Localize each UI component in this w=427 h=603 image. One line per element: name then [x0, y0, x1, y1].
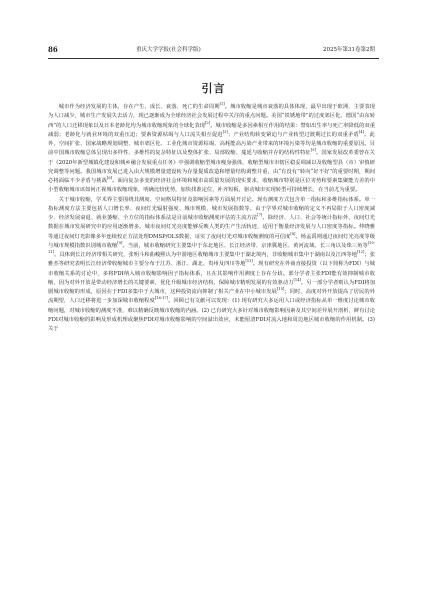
paragraph-1: [48, 103, 375, 196]
citation-ref: [13]: [245, 259, 253, 264]
running-header: [48, 44, 379, 59]
journal-name: 重庆大学学报(社会科学版): [136, 47, 201, 53]
citation-ref: [16-17]: [154, 296, 169, 301]
citation-ref: [14]: [293, 277, 301, 282]
paragraph-2: [48, 196, 375, 335]
page-number: 86: [48, 45, 58, 54]
citation-ref: [10-11]: [48, 240, 375, 255]
body-text: [48, 103, 375, 334]
text-run: ；张雅杰等研究表明长江经济带收缩城市主要分布于江苏、浙江、湖北、贵州及四川等地: [48, 252, 375, 268]
citation-ref: [5]: [310, 148, 316, 153]
text-run: 。除经济、人口、社会等统计指标外，夜间灯光数据在城市发展研究中的应用逐渐增多。城市夜间灯光亮度能够反映人类的生产生活轨迹，适用于衡量经济发展与人口密度等指标。仲晓雅等通过夜间灯光影像多年连续校正方法处理DMSP/OLS数据，证实了夜间灯光对城市收缩测度的可信度: [48, 215, 375, 240]
citation-ref: [12]: [356, 250, 365, 255]
text-run: 关于城市收缩，学术界主要围绕其测度、空间格局特征及影响因素等方面展开讨论。现有测度方式包含单一指标和多维指标体系。单一指标测度方法主要包括人口增长率、夜间灯光辐射强度、城市规模、城市发展指数等。由于学界对城市收缩的定义不再局限于人口密度减少、经济发展衰退、就业萎缩、全方位的指标体系法是目前城市收缩测度评估的主流方法: [48, 196, 375, 221]
text-run: 。国家发展改革委曾在关于《2020年新型城镇化建设和城乡融合发展重点任务》中强调收缩型城市瘦身强体，收缩型城市市辖区稳妥调减以及收缩型县（市）审慎研究调整等问题。我国城市发展已进入由大规模增量建设转为存量提质改造和增量结构调整并重，由“有没有”转向“好不好”的重要时期，期间必将面临不少矛盾与挑战: [48, 150, 375, 184]
text-run: 。城市收缩是城市衰落的具体体现，最早出现于欧洲，主要表现为人口减少，城市生产发展失去活力，现已逐渐成为全球经济社会发展过程中关注的重点问题。美国“铁锈地带”的过度郊区化、德国“由东转西”的人口迁移现象以及日本老龄化均为城市收缩现象的全球化表现: [48, 104, 375, 129]
text-run: 。杨孟禹则通过夜间灯光亮度等级与城市规模指数识别城市收缩: [48, 233, 375, 249]
citation-ref: [15]: [276, 287, 285, 292]
text-run: 。此外，空间扩张、国家战略规划调整、城市郊区化、工业化城市资源枯竭、高耗能高污染产业带来的环境污染等均是城市收缩的重要原因。目前中国城市收缩总体呈现出多样性、多维性的复杂特征以及整体扩张、局部收缩、蔓延与收缩并存的结构性特征: [48, 131, 375, 157]
section-title: 引言: [201, 82, 226, 95]
citation-ref: [9]: [117, 240, 123, 245]
citation-ref: [1]: [219, 102, 225, 107]
citation-ref: [4]: [358, 129, 365, 134]
citation-ref: [7]: [257, 213, 263, 218]
text-run: 。当前，城市收缩研究主要集中于东北地区、长江经济带、京津冀地区、黄河流域、长三角以及珠三角等: [122, 242, 368, 249]
text-run: ；同时，高度对外开放提高了居民的外流期望，人口迁移将进一步加深城市收缩程度: [48, 289, 375, 305]
text-run: 。面向复杂多变的经济社会环境和城市高质量发展的现实要求，收缩城市特别是区位劣势和要素集聚能力差的中小型收缩城市该如何正视城市收缩现象，明确比较优势，加快找准定位，补齐短板，驱动城市实现转型可持续增长，在当前尤为重要。: [48, 178, 375, 194]
text-run: 。具体到长江经济带相关研究，张明斗和曲峻熙认为中游地区收缩城市主要集中于湖北境内，非收缩城市集中于湖南以及江西等地: [53, 252, 357, 258]
text-run: 城市作为经济发展的主体，存在产生、成长、衰落、死亡的生命周期: [58, 104, 220, 110]
citation-ref: [8]: [290, 231, 296, 236]
text-run: 。另一部分学者则认为FDI将加剧城市收缩的形成，原因在于FDI多集中于大城市，这种投资流向抑制了相关产业在中小城市发展: [48, 279, 375, 295]
issue-info: 2025年第31卷第2期: [323, 47, 375, 53]
text-run: 。现有研究在外商直接投资（以下简称为FDI）与城市收缩关系的讨论中，多将FDI纳入城市收缩影响因子指标体系，且在其影响作用测度上存在分歧。部分学者主张FDI能有效抑制城市收缩，因为对外开放是带动经济增长的关键要素，优化升级城市经济结构，保障城市精明发展的有效驱动力: [48, 261, 375, 286]
citation-ref: [2]: [205, 120, 211, 125]
text-run: 。城市收缩是多因素相互作用的结果：譬如出生率与死亡率降低的双重减弱；老龄化与就业环境的双重压迫；要素资源枯竭与人口流失相互促进: [48, 122, 375, 138]
citation-ref: [3]: [222, 129, 228, 134]
citation-ref: [6]: [107, 176, 113, 181]
text-run: 。回顾已有文献可以发现：(1) 现有研究大多运用人口或经济指标从单一维度讨论城市收缩问题，对城市收缩的测度不准，难以精确反映城市收缩的内涵。(2) 已有研究大多针对城市收缩影响因素及其空间差异展开剖析，鲜有讨论FDI对城市收缩的影响及形成机理或聚焦FDI对城市收缩影响的空间溢出效应，未能厘清FDI对流入地和周边地区城市收缩的作用机制。(3) 关于: [48, 298, 376, 332]
text-run: ；产业结构转变紧迫与产业转型过渡期过长的双重矛盾: [227, 131, 359, 138]
